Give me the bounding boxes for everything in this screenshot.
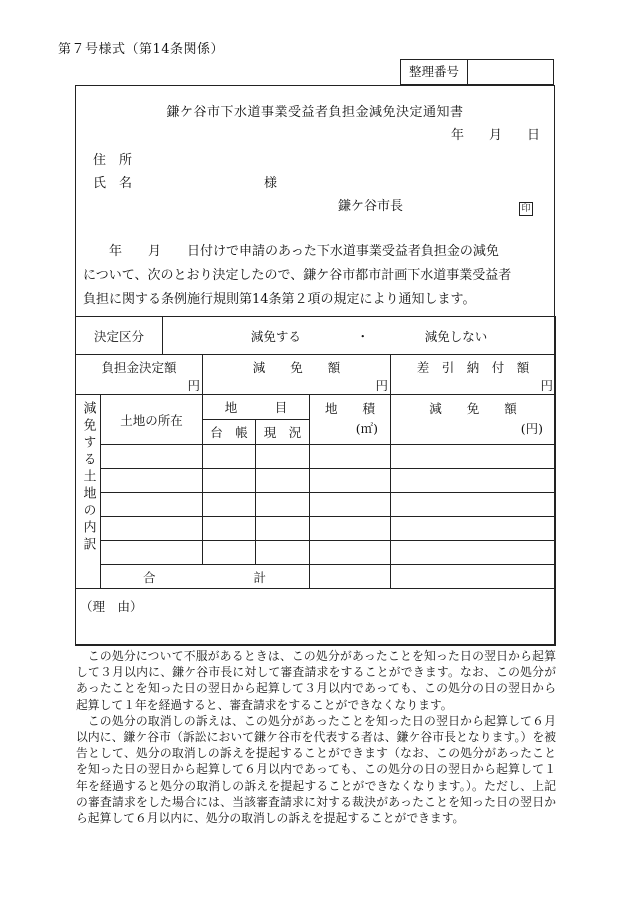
burden-amount-header: 負担金決定額 (101, 360, 177, 375)
seal-icon: 印 (519, 202, 533, 216)
date-year: 年 (450, 128, 464, 143)
decision-label: 決定区分 (76, 317, 163, 355)
land-reduction-header (391, 395, 556, 445)
name-label: 氏 名 (93, 176, 133, 191)
land-reduction-label: 減 免 額 (429, 401, 517, 416)
total-label-cell (101, 565, 310, 589)
decision-row (76, 317, 556, 355)
reduction-table (75, 316, 556, 646)
reason-cell[interactable] (76, 589, 556, 646)
option-no-reduce[interactable]: 減免しない (424, 328, 488, 344)
reduction-amount-header: 減 免 額 (252, 360, 341, 375)
total-row (76, 565, 556, 589)
table-row (76, 445, 556, 469)
land-area-label: 地 積 (325, 401, 376, 416)
total-area[interactable] (310, 565, 391, 589)
date-month: 月 (488, 128, 502, 143)
land-area-header (310, 395, 391, 445)
land-reduction-unit: (円) (520, 421, 544, 436)
net-payment-header: 差 引 納 付 額 (416, 360, 530, 375)
table-row (76, 469, 556, 493)
ledger-header: 台 帳 (203, 420, 256, 445)
decision-options (163, 317, 556, 355)
land-category-header: 地 目 (203, 395, 310, 420)
yen-unit: 円 (187, 378, 201, 393)
land-header-row-1 (76, 395, 556, 420)
seal-mark (519, 196, 533, 216)
reason-label: （理 由） (80, 599, 143, 614)
yen-unit: 円 (540, 378, 554, 393)
table-row (76, 493, 556, 517)
actual-header: 現 況 (256, 420, 310, 445)
notice-body (75, 240, 549, 312)
amount-row (76, 355, 556, 395)
table-row (76, 517, 556, 541)
total-label-2: 計 (253, 569, 267, 585)
notice-title: 鎌ケ谷市下水道事業受益者負担金減免決定通知書 (166, 105, 464, 120)
land-breakdown-label-cell (76, 395, 101, 589)
option-separator: ・ (356, 328, 370, 344)
reference-number-label: 整理番号 (401, 60, 468, 84)
form-number: 第７号様式（第14条関係） (58, 42, 225, 57)
issue-date (426, 124, 540, 143)
address-label: 住 所 (93, 153, 133, 168)
reference-number-box (400, 59, 554, 85)
date-day: 日 (526, 128, 540, 143)
total-reduction[interactable] (391, 565, 556, 589)
land-breakdown-label: 減免する土地の内訳 (80, 401, 96, 554)
option-reduce[interactable]: 減免する (250, 328, 301, 344)
body-line-1: 年 月 日付けで申請のあった下水道事業受益者負担金の減免 (83, 244, 499, 259)
body-line-2: について、次のとおり決定したので、鎌ケ谷市都市計画下水道事業受益者 (83, 268, 512, 283)
appeal-notes (76, 648, 556, 826)
reason-row (76, 589, 556, 646)
appeal-note-1: この処分について不服があるときは、この処分があったことを知った日の翌日から起算して３月以内に、鎌ケ谷市長に対して審査請求をすることができます。なお、この処分があったことを知った日の翌日から起算して３月以内であっても、この処分の日の翌日から起算して１年を経過すると、審査請求をすることができなくなります。 (76, 649, 556, 712)
land-location-header: 土地の所在 (101, 395, 203, 445)
body-line-3: 負担に関する条例施行規則第14条第２項の規定により通知します。 (83, 292, 476, 307)
land-area-unit: (㎡) (355, 421, 379, 436)
net-payment-cell[interactable] (391, 355, 556, 395)
appeal-note-2: この処分の取消しの訴えは、この処分があったことを知った日の翌日から起算して６月以内に、鎌ケ谷市（訴訟において鎌ケ谷市を代表する者は、鎌ケ谷市長となります。）を被告として、処分の取消しの訴えを提起することができます（なお、この処分があったことを知った日の翌日から起算して６月以内であっても、この処分の日の翌日から起算して１年を経過すると処分の取消しの訴えを提起することができなくなります。）。ただし、上記の審査請求をした場合には、当該審査請求に対する裁決があったことを知った日の翌日から起算して６月以内に、処分の取消しの訴えを提起することができます。 (76, 713, 556, 826)
yen-unit: 円 (375, 378, 389, 393)
issuer-name: 鎌ケ谷市長 (338, 199, 404, 214)
burden-amount-cell[interactable] (76, 355, 203, 395)
honorific: 様 (264, 176, 278, 191)
table-row (76, 541, 556, 565)
reduction-amount-cell[interactable] (203, 355, 391, 395)
total-label-1: 合 (143, 569, 156, 585)
